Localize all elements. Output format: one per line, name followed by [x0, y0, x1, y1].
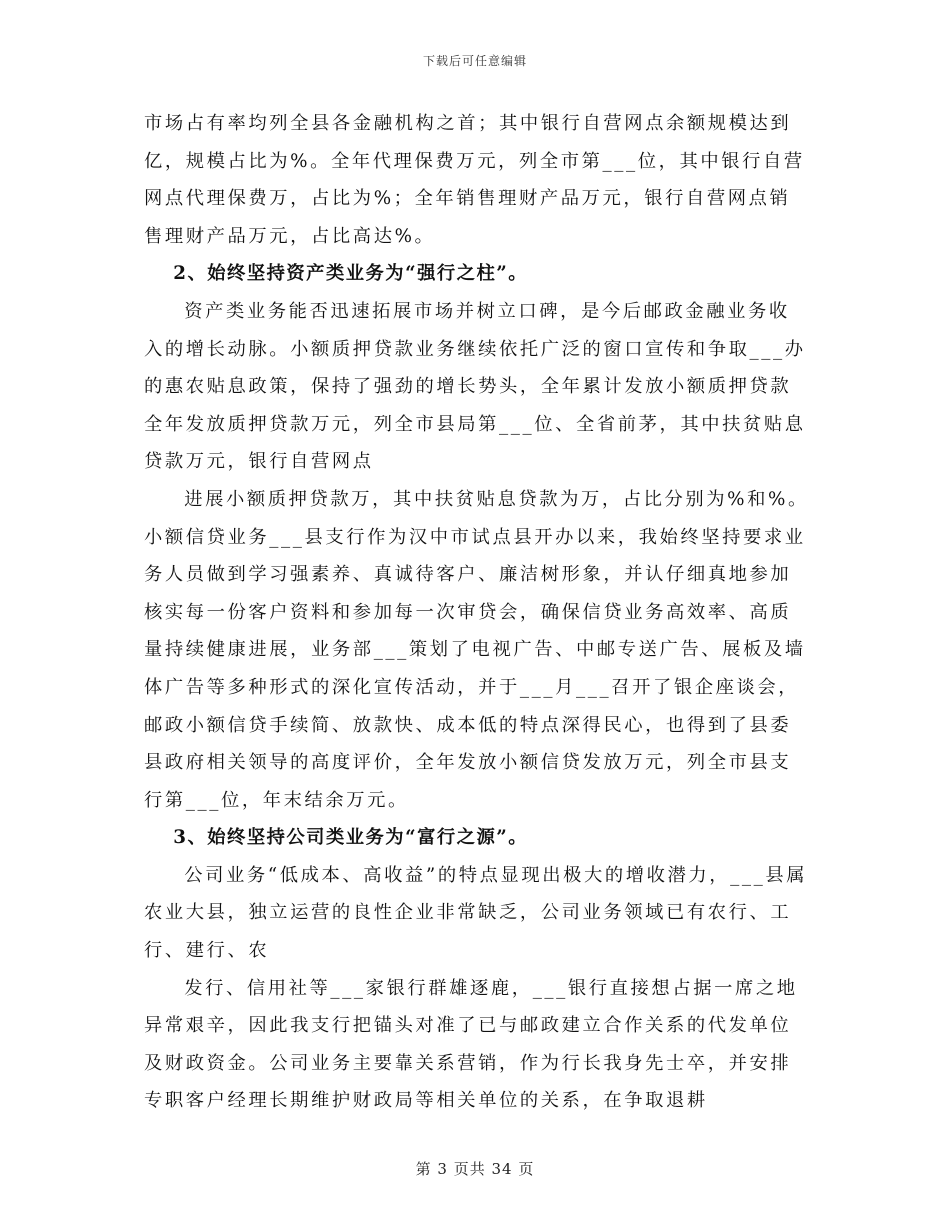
document-body — [144, 105, 809, 1120]
paragraph-corporate-competition: 发行、信用社等___家银行群雄逐鹿，___银行直接想占据一席之地异常艰辛，因此我支行把锚头对准了已与邮政建立合作关系的代发单位及财政资金。公司业务主要靠关系营销，作为行长我身先士卒，并安排专职客户经理长期维护财政局等相关单位的关系，在争取退耕 — [144, 977, 798, 1112]
paragraph-asset-business: 资产类业务能否迅速拓展市场并树立口碑，是今后邮政金融业务收入的增长动脉。小额质押贷款业务继续依托广泛的窗口宣传和争取___办的惠农贴息政策，保持了强劲的增长势头，全年累计发放小额质押贷款全年发放质押贷款万元，列全市县局第___位、全省前茅，其中扶贫贴息贷款万元，银行自营网点 — [144, 300, 806, 473]
page-header: 下载后可任意编辑 — [422, 54, 527, 68]
section-heading-3: 3、始终坚持公司类业务为“富行之源”。 — [173, 827, 529, 849]
section-heading-2: 2、始终坚持资产类业务为“强行之柱”。 — [173, 263, 529, 285]
paragraph-corporate-business: 公司业务“低成本、高收益”的特点显现出极大的增收潜力，___县属农业大县，独立运营的良性企业非常缺乏，公司业务领域已有农行、工行、建行、农 — [144, 864, 808, 962]
paragraph-continuation: 市场占有率均列全县各金融机构之首；其中银行自营网点余额规模达到亿，规模占比为%。全年代理保费万元，列全市第___位，其中银行自营网点代理保费万，占比为%；全年销售理财产品万元，银行自营网点销售理财产品万元，占比高达%。 — [144, 113, 805, 247]
paragraph-pledge-loans: 进展小额质押贷款万，其中扶贫贴息贷款为万，占比分别为%和%。小额信贷业务___县支行作为汉中市试点县开办以来，我始终坚持要求业务人员做到学习强素养、真诚待客户、廉洁树形象，并认仔细真地参加核实每一份客户资料和参加每一次审贷会，确保信贷业务高效率、高质量持续健康进展，业务部___策划了电视广告、中邮专送广告、展板及墙体广告等多种形式的深化宣传活动，并于___月___召开了银企座谈会，邮政小额信贷手续简、放款快、成本低的特点深得民心，也得到了县委县政府相关领导的高度评价，全年发放小额信贷发放万元，列全市县支行第___位，年末结余万元。 — [144, 488, 809, 811]
page-footer: 第 3 页共 34 页 — [415, 1160, 535, 1178]
